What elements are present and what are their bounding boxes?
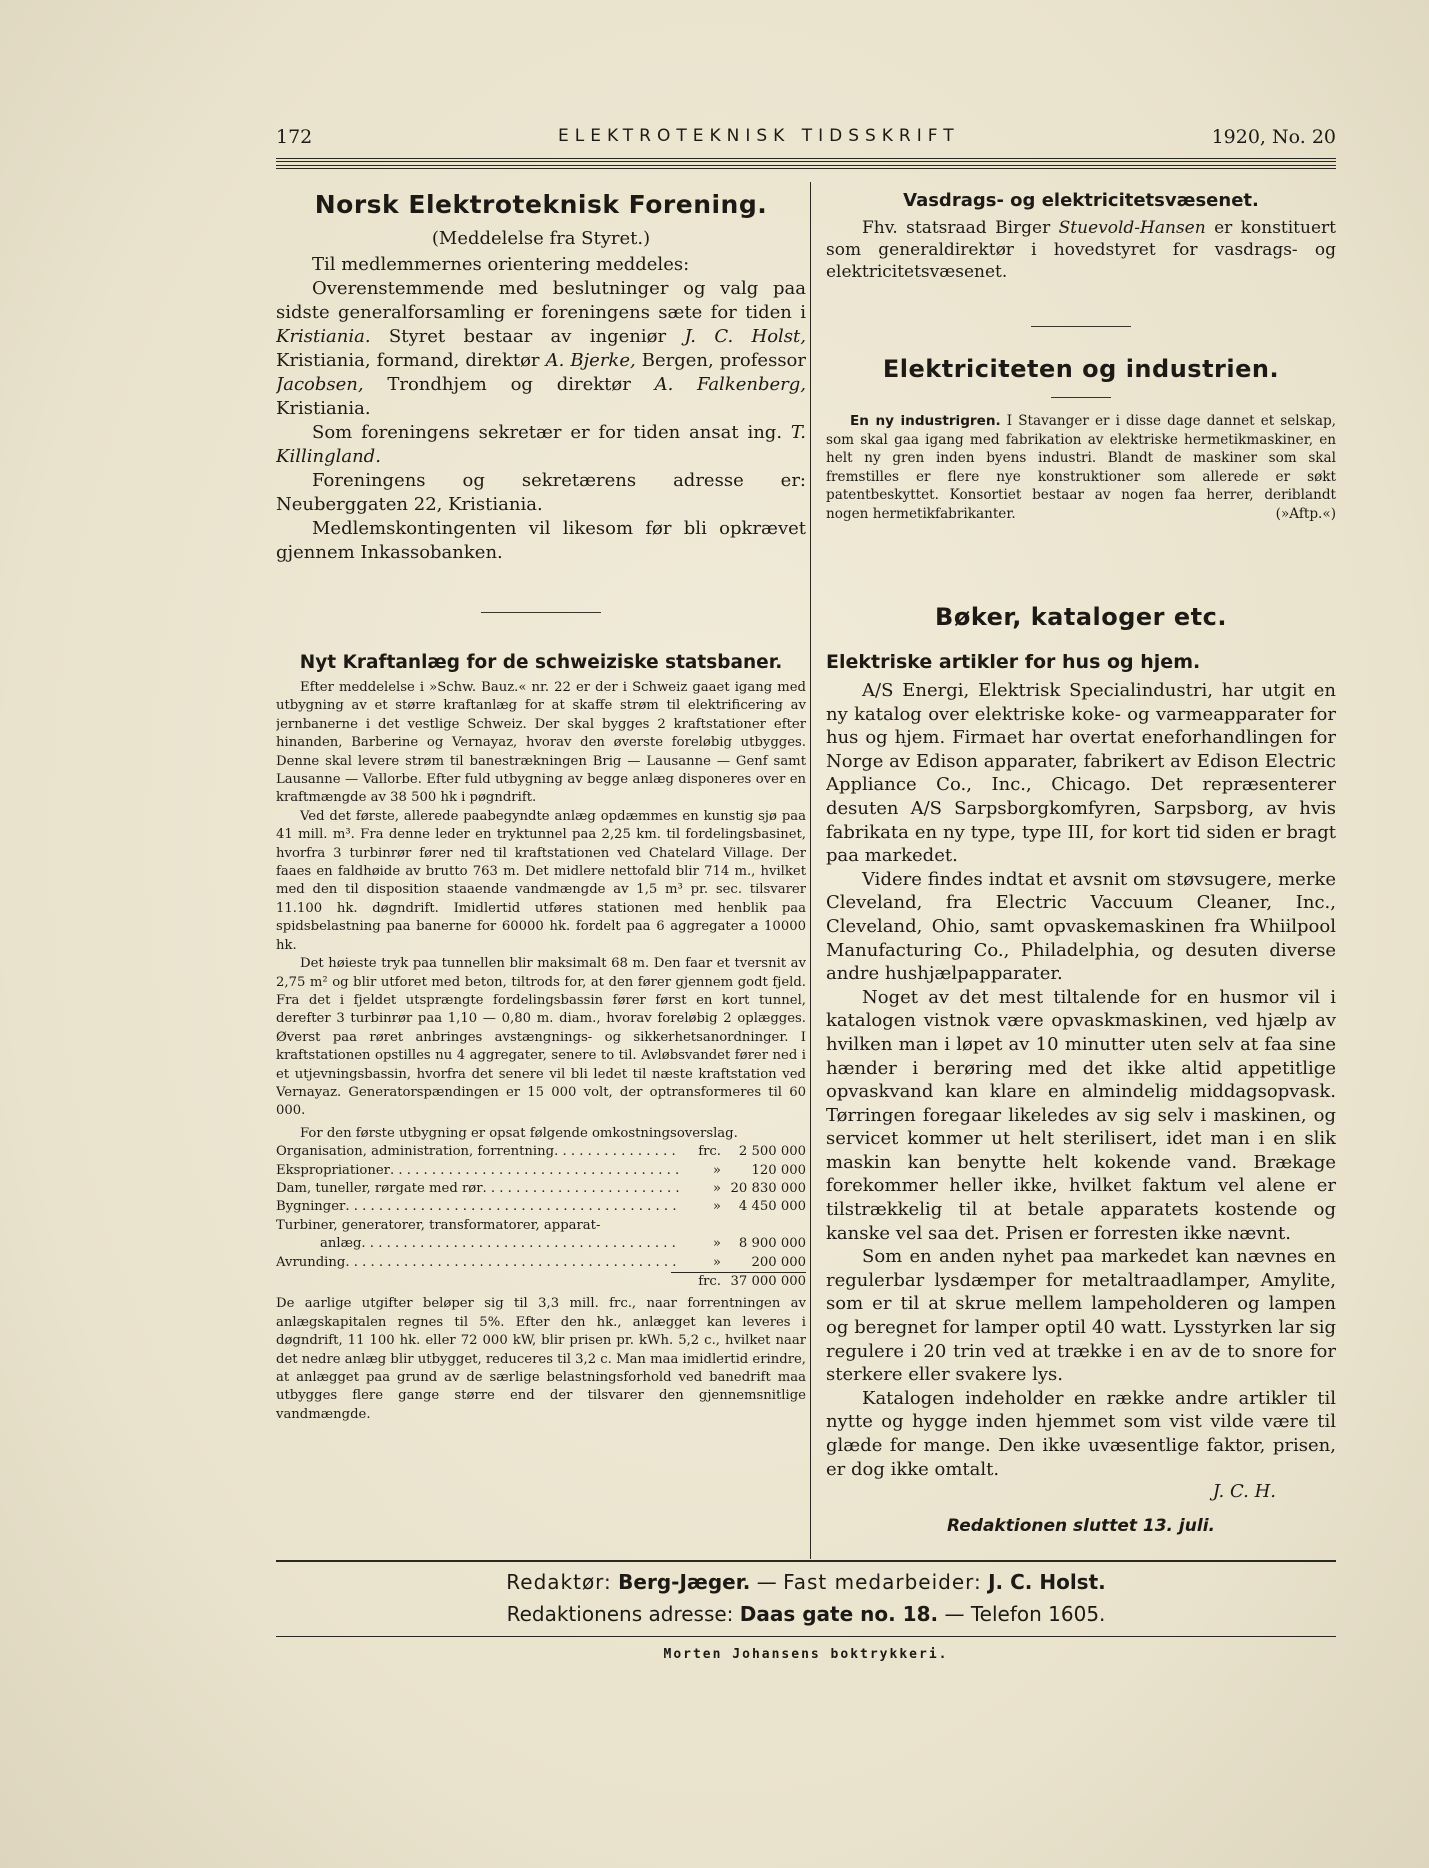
paragraph: Foreningens og sekretærens adresse er: Neuberggaten 22, Kristiania. [276,470,806,515]
title-rule [1051,397,1111,398]
footer-rule-lower [276,1636,1336,1637]
paragraph: Fhv. statsraad Birger Stuevold-Hansen er konstituert som generaldirektør i hovedstyret for vasdrags- og elektricitetsvæsenet. [826,218,1336,282]
address-line: Redaktionens adresse: Daas gate no. 18. — Telefon 1605. [506,1602,1106,1626]
printer-imprint: Morten Johansens boktrykkeri. [663,1647,949,1662]
cost-row: Organisation, administration, forrentning . . . frc. 2 500 000 [276,1143,806,1161]
cost-total-row: frc. 37 000 000 [671,1272,806,1291]
paragraph: Efter meddelelse i »Schw. Bauz.« nr. 22 er der i Schweiz gaaet igang med utbygning av et større kraftanlæg for at skaffe strøm til elektrificering av jernbanerne i det vestlige Schweiz. Der skal bygges 2 kraftstationer efter hinanden, Barberine og Vernayaz, hvorav den øverste foreløbig utbygges. Denne skal levere strøm til banestrækningen Brig — Lausanne — Genf samt Lausanne — Vallorbe. Efter fuld utbygning av begge anlæg disponeres over en kraftmængde av 38 500 hk i pøgndrift. [276,680,806,806]
cost-row: anlæg . . . » 8 900 000 [276,1235,806,1253]
closing-note: Redaktionen sluttet 13. juli. [947,1516,1215,1537]
paragraph: Noget av det mest tiltalende for en husmor vil i katalogen vistnok være opvaskmaskinen, ved hjælp av hvilken man i løpet av 10 minutter uten selv at faa sine hænder i berøring med det ikke altid appetitlige opvaskvand kan klare en almindelig middagsopvask. Tørringen foregaar likeledes av sig selv i maskinen, og servicet kommer ut helt sterilisert, idet man i en slik maskin kan benytte helt kokende vand. Brækage forekommer heller ikke, hvilket faktum vel alene er tilstrækkelig til at betale apparatets kostende og kanske vel saa det. Prisen er forresten ikke nævnt. [826,986,1336,1244]
section-rule [481,612,601,613]
header-rule-second [276,165,1336,169]
issue-number: 1920, No. 20 [1211,126,1336,148]
section-rule [1031,326,1131,327]
paragraph: Som en anden nyhet paa markedet kan nævnes en regulerbar lysdæmper for metaltraadlamper, Amylite, som er til at skrue mellem lampeholderen og lampen og beregnet for lamper optil 40 watt. Lysstyrken lar sig regulere i 20 trin ved at trække i en av de to snore for sterkere eller svakere lys. [826,1246,1336,1386]
column-divider [810,182,811,1559]
article-title: Vasdrags- og elektricitetsvæsenet. [903,190,1259,211]
paragraph: Overenstemmende med beslutninger og valg paa sidste generalforsamling er foreningens sæte for tiden i Kristiania. Styret bestaar av ingeniør J. C. Holst, Kristiania, formand, direktør A. Bjerke, Bergen, professor Jacobsen, Trondhjem og direktør A. Falkenberg, Kristiania. [276,278,806,419]
paragraph: Katalogen indeholder en række andre artikler til nytte og hygge inden hjemmet som vist vilde være til glæde for mange. Den ikke uvæsentlige faktor, prisen, er dog ikke omtalt. [826,1387,1336,1480]
cost-row: Ekspropriationer . . . » 120 000 [276,1162,806,1180]
cost-row: Turbiner, generatorer, transformatorer, apparat- [276,1217,601,1233]
paragraph: De aarlige utgifter beløper sig til 3,3 mill. frc., naar forrentningen av anlægskapitalen regnes til 5%. Efter den hk., anlægget kan leveres i døgndrift, 11 100 hk. eller 72 000 kW, blir prisen pr. kWh. 5,2 c., hvilket naar det nedre anlæg blir utbygget, reduceres til 3,2 c. Man maa imidlertid erindre, at anlægget paa grund av de særlige belastningsforhold ved banedrift maa utbygges flere gange større end der tilsvarer den gjennemsnitlige vandmængde. [276,1296,806,1422]
section-title: Bøker, kataloger etc. [935,603,1227,631]
page-number: 172 [276,126,313,148]
paragraph: Medlemskontingenten vil likesom før bli opkrævet gjennem Inkassobanken. [276,518,806,563]
paragraph: Det høieste tryk paa tunnellen blir maksimalt 68 m. Den faar et tversnit av 2,75 m² og blir utforet med beton, tiltrods for, at den fører gjennem godt fjeld. Fra det i fjeldet utsprængte fordelingsbassin fører først en kort tunnel, derefter 3 turbinrør paa 1,10 — 0,80 m. diam., hvorav foreløbig 2 oplægges. Øverst paa røret anbringes avstængnings- og sikkerhetsanordninger. I kraftstationen opstilles nu 4 aggregater, senere to til. Avløbsvandet fører ned i et utjevningsbassin, hvorfra det senere vil bli ledet til næste kraftstation ved Vernayaz. Generatorspændingen er 15 000 volt, der optransformeres til 60 000. [276,956,806,1119]
article-norsk-forening [276,190,806,565]
signature: J. C. H. [1212,1481,1276,1503]
editor-line: Redaktør: Berg-Jæger. — Fast medarbeider: J. C. Holst. [506,1570,1106,1594]
paragraph: A/S Energi, Elektrisk Specialindustri, har utgit en ny katalog over elektriske koke- og varmeapparater for hus og hjem. Firmaet har overtat eneforhandlingen for Norge av Edison apparater, fabrikert av Edison Electric Appliance Co., Inc., Chicago. Det repræsenterer desuten A/S Sarpsborgkomfyren, Sarpsborg, av hvis fabrikata en ny type, type III, for kort tid siden er bragt paa markedet. [826,680,1336,867]
journal-title: ELEKTROTEKNISK TIDSSKRIFT [558,126,960,146]
cost-row: Bygninger . . . » 4 450 000 [276,1198,806,1216]
article-boker [826,603,1336,1536]
article-kraftanlaeg [276,652,806,1424]
header-rule [276,158,1336,162]
article-elektriciteten [826,355,1336,524]
paragraph: Til medlemmernes orientering meddeles: [312,254,690,275]
paragraph: En ny industrigren. I Stavanger er i disse dage dannet et selskap, som skal gaa igang med fabrikation av elektriske hermetikmaskiner, en helt ny gren inden byens industri. Blandt de maskiner som skal fremstilles er flere nye konstruktioner som allerede er søkt patentbeskyttet. Konsortiet bestaar av nogen faa herrer, deriblandt nogen hermetikfabrikanter. (»Aftp.«) [826,413,1336,522]
paragraph: Ved det første, allerede paabegyndte anlæg opdæmmes en kunstig sjø paa 41 mill. m³. Fra denne leder en tryktunnel paa 2,25 km. til fordelingsbasinet, hvorfra 3 turbinrør fører ned til kraftstationen ved Chatelard Village. Der faaes en faldhøide av brutto 763 m. Det midlere nettofald blir 714 m., hvilket med den til disposition staaende vandmængde av 1,5 m³ pr. sec. tilsvarer 11.100 hk. døgndrift. Imidlertid utføres stationen med henblik paa spidsbelastning paa banerne for 60000 hk. fordelt paa 6 aggregater a 10000 hk. [276,808,806,953]
article-title: Elektriciteten og industrien. [882,355,1280,383]
article-subtitle: (Meddelelse fra Styret.) [431,228,651,249]
cost-table [276,1143,806,1291]
paragraph: Videre findes indtat et avsnit om støvsugere, merke Cleveland, fra Electric Vaccuum Cleaner, Inc., Cleveland, Ohio, samt opvaskemaskinen fra Whiilpool Manufacturing Co., Philadelphia, og desuten diverse andre hushjælpapparater. [826,868,1336,985]
paragraph: Som foreningens sekretær er for tiden ansat ing. T. Killingland. [276,422,806,467]
running-header [276,126,1336,154]
paragraph: For den første utbygning er opsat følgende omkostningsoverslag. [300,1125,738,1141]
cost-row: Dam, tuneller, rørgate med rør . . . » 20 830 000 [276,1180,806,1198]
article-title: Elektriske artikler for hus og hjem. [826,651,1201,673]
cost-row: Avrunding . . . » 200 000 [276,1254,806,1272]
article-title: Nyt Kraftanlæg for de schweiziske statsbaner. [299,652,783,673]
article-title: Norsk Elektroteknisk Forening. [314,190,768,219]
article-vasdrag [826,190,1336,283]
footer-rule [276,1560,1336,1562]
